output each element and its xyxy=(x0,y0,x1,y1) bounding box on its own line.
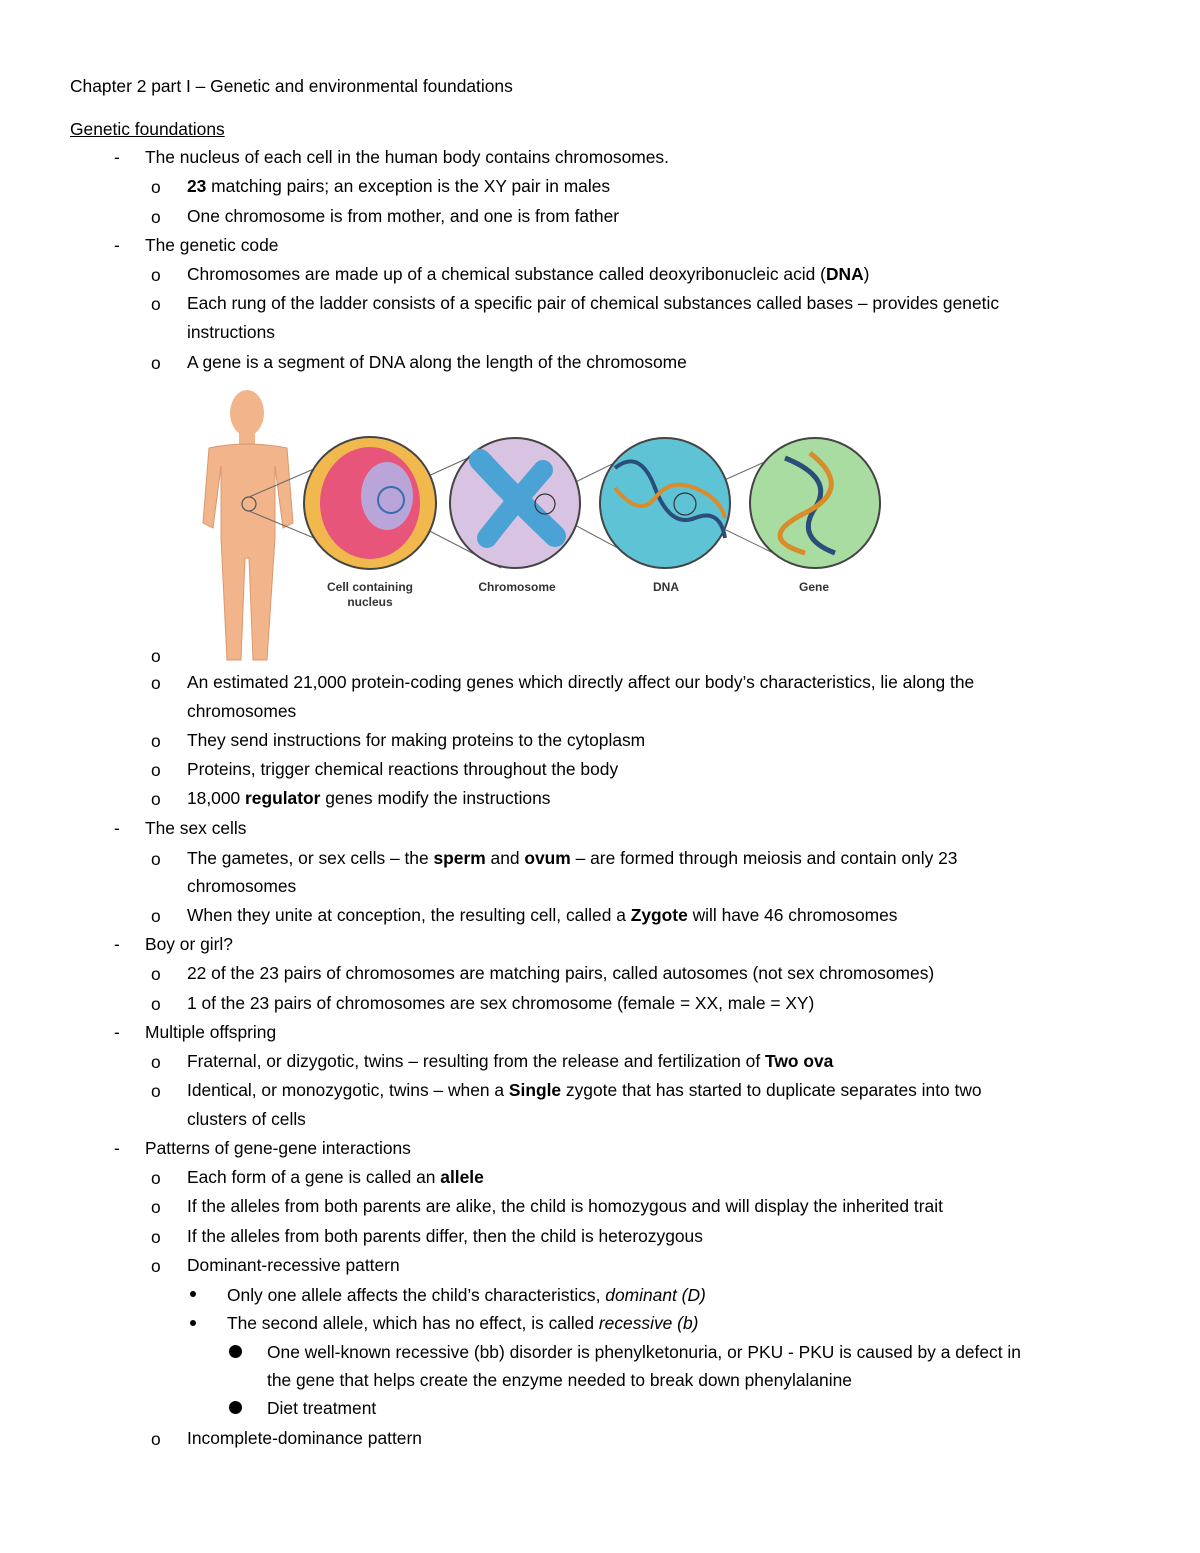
sub-bullet-gametes-cont: chromosomes xyxy=(187,876,297,896)
circle-marker: o xyxy=(151,760,161,780)
sub-bullet-heterozygous: If the alleles from both parents differ, then the child is heterozygous xyxy=(187,1226,703,1246)
circle-marker: o xyxy=(151,1256,161,1276)
bullet-dot xyxy=(190,1320,196,1326)
circle-marker: o xyxy=(151,1227,161,1247)
label-chromosome: Chromosome xyxy=(478,580,556,594)
sub-bullet-rungs-cont: instructions xyxy=(187,322,275,342)
sub-bullet-23-pairs: 23 matching pairs; an exception is the XY pair in males xyxy=(187,176,611,196)
sub-bullet-gene-segment: A gene is a segment of DNA along the length of the chromosome xyxy=(187,352,687,372)
circle-marker: o xyxy=(151,964,161,984)
circle-marker: o xyxy=(151,353,161,373)
section-heading: Genetic foundations xyxy=(70,119,225,139)
circle-marker: o xyxy=(151,789,161,809)
page-title: Chapter 2 part I – Genetic and environmental foundations xyxy=(70,76,513,96)
circle-marker: o xyxy=(151,646,161,666)
sub-bullet-identical-cont: clusters of cells xyxy=(187,1109,306,1129)
circle-marker: o xyxy=(151,673,161,693)
label-cell: Cell containing xyxy=(326,580,414,594)
circle-marker: o xyxy=(151,1081,161,1101)
sub-bullet-allele: Each form of a gene is called an allele xyxy=(187,1167,484,1187)
bullet-pku: One well-known recessive (bb) disorder is phenylketonuria, or PKU - PKU is caused by a defect in xyxy=(267,1342,1021,1362)
sub-bullet-regulator: 18,000 regulator genes modify the instructions xyxy=(187,788,551,808)
circle-marker: o xyxy=(151,177,161,197)
sub-bullet-21000-genes: An estimated 21,000 protein-coding genes which directly affect our body’s characteristics, lie along the xyxy=(187,672,975,692)
circle-marker: o xyxy=(151,207,161,227)
circle-marker: o xyxy=(151,294,161,314)
dash-marker: - xyxy=(114,934,120,954)
bullet-sex-cells: The sex cells xyxy=(145,818,247,838)
circle-marker: o xyxy=(151,1197,161,1217)
bullet-multiple-offspring: Multiple offspring xyxy=(145,1022,277,1042)
dash-marker: - xyxy=(114,147,120,167)
bullet-recessive: The second allele, which has no effect, is called recessive (b) xyxy=(227,1313,699,1333)
bullet-diet-treatment: Diet treatment xyxy=(267,1398,377,1418)
sub-bullet-21000-genes-cont: chromosomes xyxy=(187,701,297,721)
sub-bullet-gametes: The gametes, or sex cells – the sperm and ovum – are formed through meiosis and contain only 23 xyxy=(187,848,958,868)
dash-marker: - xyxy=(114,235,120,255)
circle-marker: o xyxy=(151,849,161,869)
sub-bullet-autosomes: 22 of the 23 pairs of chromosomes are matching pairs, called autosomes (not sex chromosomes) xyxy=(187,963,935,983)
sub-bullet-zygote: When they unite at conception, the resulting cell, called a Zygote will have 46 chromosomes xyxy=(187,905,898,925)
sub-bullet-homozygous: If the alleles from both parents are alike, the child is homozygous and will display the inherited trait xyxy=(187,1196,943,1216)
circle-marker: o xyxy=(151,1168,161,1188)
sub-bullet-identical: Identical, or monozygotic, twins – when a Single zygote that has started to duplicate separates into two xyxy=(187,1080,982,1100)
sub-bullet-proteins: Proteins, trigger chemical reactions throughout the body xyxy=(187,759,619,779)
disc-bullet xyxy=(229,1345,242,1358)
bullet-genetic-code: The genetic code xyxy=(145,235,279,255)
genetics-figure xyxy=(195,388,895,663)
bullet-pku-cont: the gene that helps create the enzyme needed to break down phenylalanine xyxy=(267,1370,852,1390)
chromosome-icon xyxy=(450,438,580,568)
sub-bullet-sex-chromosome: 1 of the 23 pairs of chromosomes are sex chromosome (female = XX, male = XY) xyxy=(187,993,815,1013)
sub-bullet-dominant-recessive: Dominant-recessive pattern xyxy=(187,1255,400,1275)
sub-bullet-cytoplasm: They send instructions for making proteins to the cytoplasm xyxy=(187,730,646,750)
bullet-dot xyxy=(190,1291,196,1297)
dash-marker: - xyxy=(114,1022,120,1042)
dash-marker: - xyxy=(114,1138,120,1158)
sub-bullet-fraternal: Fraternal, or dizygotic, twins – resulting from the release and fertilization of Two ova xyxy=(187,1051,834,1071)
circle-marker: o xyxy=(151,731,161,751)
circle-marker: o xyxy=(151,1052,161,1072)
bullet-patterns: Patterns of gene-gene interactions xyxy=(145,1138,411,1158)
bullet-dominant: Only one allele affects the child’s characteristics, dominant (D) xyxy=(227,1285,706,1305)
bullet-nucleus: The nucleus of each cell in the human body contains chromosomes. xyxy=(145,147,669,167)
dna-icon xyxy=(600,438,730,568)
gene-icon xyxy=(750,438,880,568)
cell-nucleus-icon xyxy=(304,437,436,569)
circle-marker: o xyxy=(151,906,161,926)
bullet-boy-or-girl: Boy or girl? xyxy=(145,934,233,954)
circle-marker: o xyxy=(151,265,161,285)
circle-marker: o xyxy=(151,994,161,1014)
label-gene: Gene xyxy=(798,580,830,594)
disc-bullet xyxy=(229,1401,242,1414)
sub-bullet-incomplete-dominance: Incomplete-dominance pattern xyxy=(187,1428,422,1448)
label-dna: DNA xyxy=(653,580,679,594)
sub-bullet-rungs: Each rung of the ladder consists of a specific pair of chemical substances called bases – provides genetic xyxy=(187,293,1000,313)
sub-bullet-mother-father: One chromosome is from mother, and one is from father xyxy=(187,206,620,226)
circle-marker: o xyxy=(151,1429,161,1449)
label-cell-line2: nucleus xyxy=(347,595,393,609)
sub-bullet-dna: Chromosomes are made up of a chemical substance called deoxyribonucleic acid (DNA) xyxy=(187,264,870,284)
human-body-icon xyxy=(203,390,293,660)
dash-marker: - xyxy=(114,818,120,838)
